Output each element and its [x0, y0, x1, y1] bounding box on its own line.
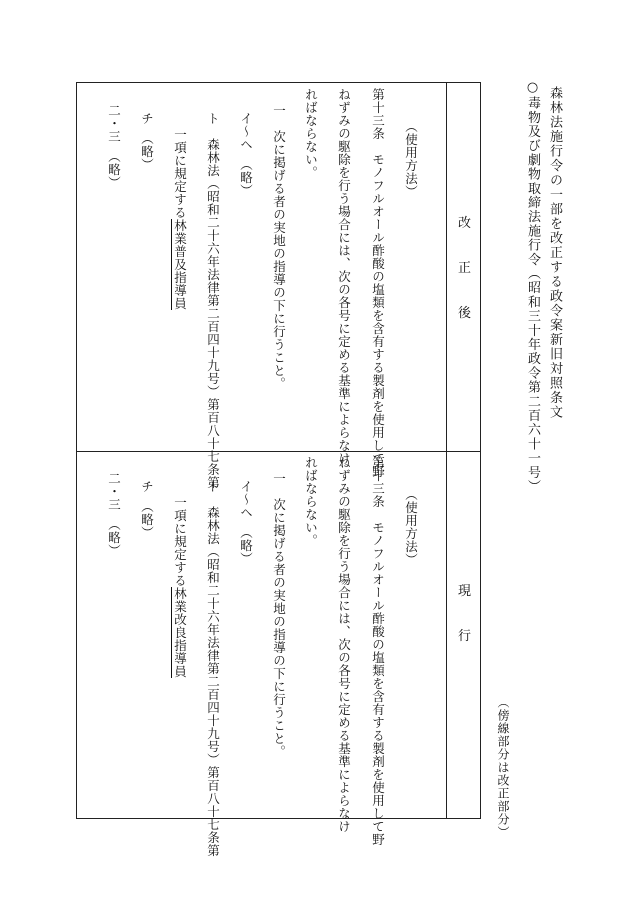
header-before: 現 行 — [458, 584, 472, 644]
law-name: ○毒物及び劇物取締法施行令（昭和三十年政令第二百六十一号） — [525, 80, 540, 494]
after-line: ねずみの駆除を行う場合には、次の各号に定める基準によらなけ — [336, 88, 352, 465]
after-item: 一 次に掲げる者の実地の指導の下に行うこと。 — [271, 104, 287, 390]
before-item: 二・三 （略） — [106, 472, 122, 557]
before-item: イ～ヘ （略） — [238, 480, 254, 565]
before-item-cont: 一項に規定する林業改良指導員 — [172, 496, 188, 678]
after-item: 二・三 （略） — [106, 104, 122, 189]
before-item: ト 森林法（昭和二十六年法律第二百四十九号）第百八十七条第 — [205, 480, 221, 857]
before-line: ればならない。 — [303, 456, 319, 547]
before-changed-term: 林業改良指導員 — [172, 587, 188, 678]
after-line: ればならない。 — [303, 88, 319, 179]
after-item: ト 森林法（昭和二十六年法律第二百四十九号）第百八十七条第 — [205, 112, 221, 489]
document-title: 森林法施行令の一部を改正する政令案新旧対照条文 — [547, 86, 562, 420]
before-line: 第十三条 モノフルオール酢酸の塩類を含有する製剤を使用して野 — [370, 456, 386, 846]
underline-note: （傍線部分は改正部分） — [496, 696, 510, 839]
after-changed-term: 林業普及指導員 — [172, 219, 188, 310]
header-after: 改 正 後 — [458, 216, 472, 321]
before-heading: （使用方法） — [403, 488, 419, 566]
before-item: チ （略） — [139, 480, 155, 539]
before-item: 一 次に掲げる者の実地の指導の下に行うこと。 — [271, 472, 287, 758]
table-divider-vertical — [446, 82, 447, 819]
before-line: ねずみの駆除を行う場合には、次の各号に定める基準によらなけ — [336, 456, 352, 833]
after-item-cont: 一項に規定する林業普及指導員 — [172, 128, 188, 310]
after-item: イ～ヘ （略） — [238, 112, 254, 197]
table-divider-horizontal — [76, 451, 481, 452]
after-heading: （使用方法） — [403, 120, 419, 198]
after-item: チ （略） — [139, 112, 155, 171]
after-line: 第十三条 モノフルオール酢酸の塩類を含有する製剤を使用して野 — [370, 88, 386, 478]
